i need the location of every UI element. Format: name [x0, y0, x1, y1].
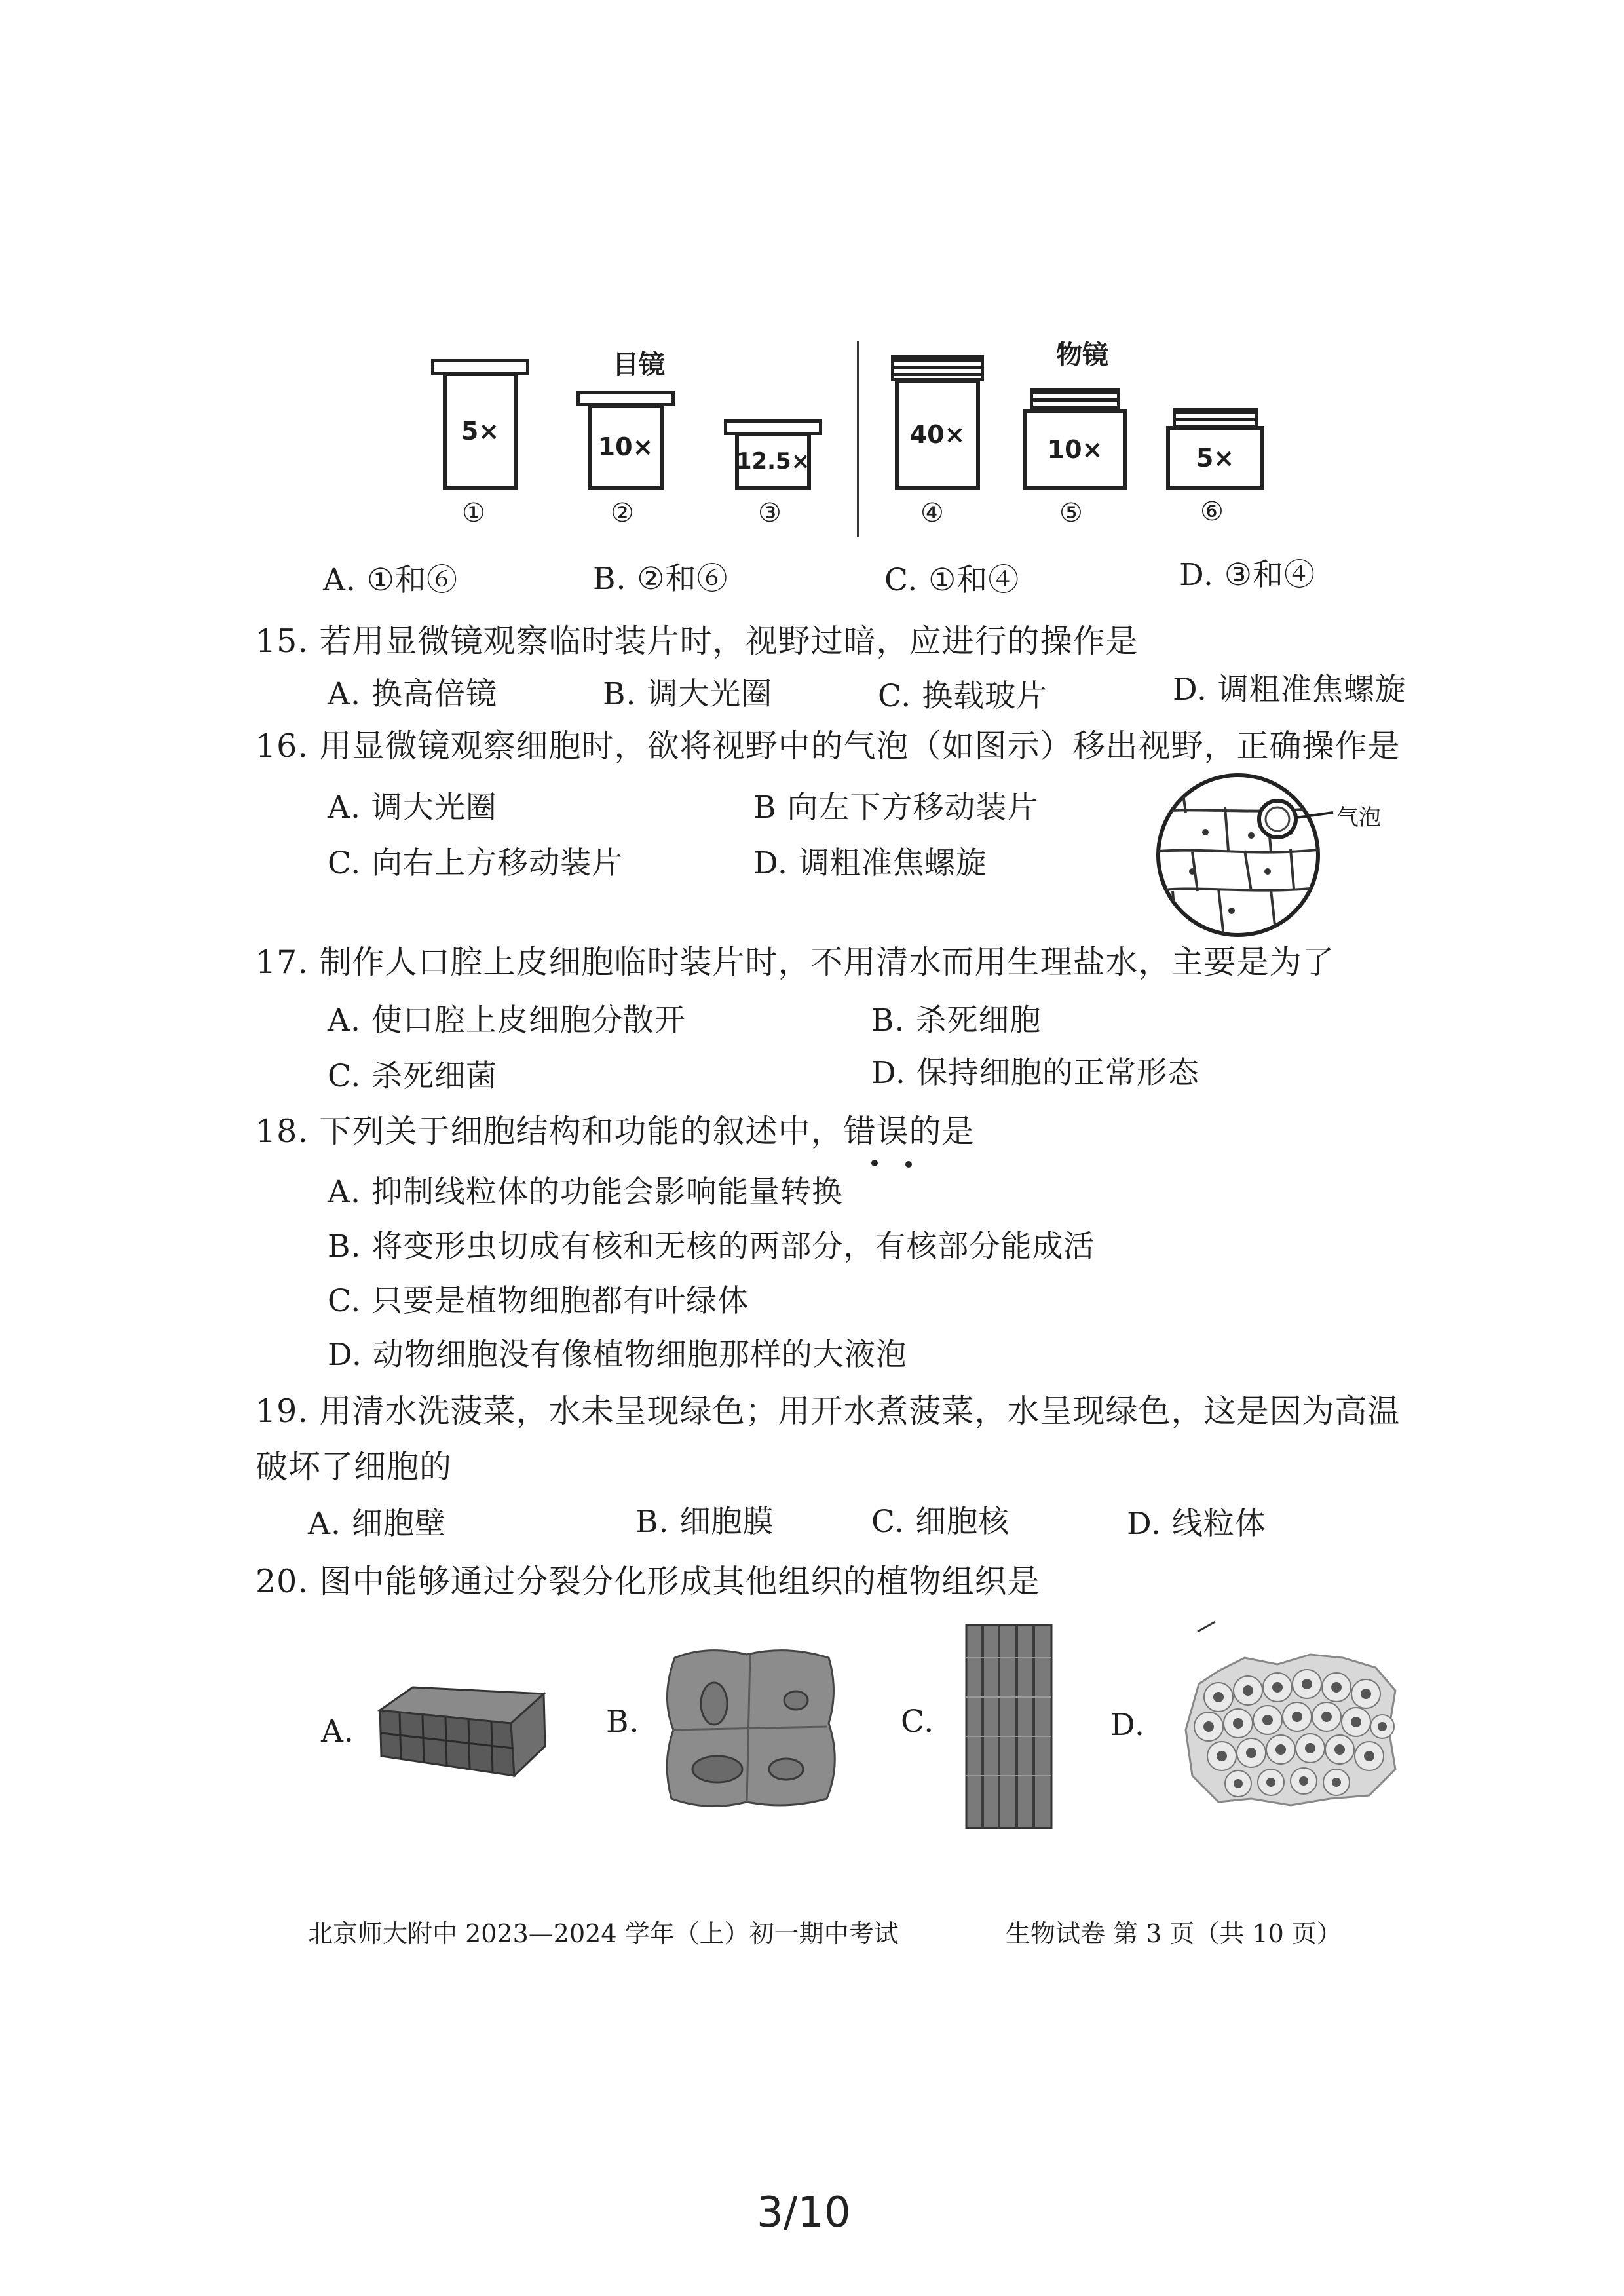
q17-option-d: D. 保持细胞的正常形态: [871, 1055, 1199, 1091]
figure-divider: [857, 341, 859, 537]
q17-option-b: B. 杀死细胞: [871, 1003, 1042, 1039]
q18-option-a: A. 抑制线粒体的功能会影响能量转换: [328, 1174, 843, 1210]
q18-option-b: B. 将变形虫切成有核和无核的两部分，有核部分能成活: [328, 1229, 1095, 1265]
microscope-field: [1158, 775, 1318, 935]
tissue-d-image: [1179, 1618, 1402, 1815]
objective-5-thread: [1030, 388, 1120, 411]
q14-option-a: A. ①和⑥: [323, 562, 458, 598]
q19-option-d: D. 线粒体: [1127, 1506, 1266, 1542]
q14-option-b: B. ②和⑥: [593, 561, 728, 597]
q15-option-a: A. 换高倍镜: [328, 676, 497, 712]
q20-stem: 20. 图中能够通过分裂分化形成其他组织的植物组织是: [255, 1563, 1040, 1600]
q20-option-d: D.: [1110, 1707, 1145, 1743]
q15-option-d: D. 调粗准焦螺旋: [1173, 672, 1407, 708]
q16-option-a: A. 调大光圈: [328, 790, 497, 826]
bubble-label: 气泡: [1336, 805, 1381, 831]
lens-num-6: ⑥: [1200, 497, 1224, 527]
q19-option-a: A. 细胞壁: [308, 1506, 446, 1542]
q16-option-c: C. 向右上方移动装片: [328, 845, 624, 881]
q18-stem: 18. 下列关于细胞结构和功能的叙述中，错误的是: [255, 1113, 975, 1150]
footer-page-info: 生物试卷 第 3 页（共 10 页）: [1006, 1919, 1342, 1948]
eyepiece-1: 5×: [443, 372, 518, 490]
q19-option-b: B. 细胞膜: [635, 1504, 774, 1540]
q19-stem-line1: 19. 用清水洗菠菜，水未呈现绿色；用开水煮菠菜，水呈现绿色，这是因为高温: [255, 1392, 1401, 1430]
eyepiece-2: 10×: [588, 404, 664, 490]
objective-4-thread: [891, 355, 984, 381]
q15-option-b: B. 调大光圈: [603, 676, 773, 712]
objective-6: 5×: [1166, 426, 1264, 490]
q18-option-c: C. 只要是植物细胞都有叶绿体: [328, 1283, 749, 1319]
q14-option-c: C. ①和④: [884, 562, 1020, 598]
lens-num-1: ①: [462, 498, 485, 528]
q19-stem-line2: 破坏了细胞的: [255, 1448, 453, 1485]
lens-num-2: ②: [611, 498, 634, 528]
footer-exam-title: 北京师大附中 2023—2024 学年（上）初一期中考试: [308, 1919, 899, 1948]
q20-option-b: B.: [606, 1704, 640, 1740]
lens-num-4: ④: [920, 498, 944, 528]
q15-option-c: C. 换载玻片: [878, 678, 1048, 714]
tissue-c-image: [956, 1618, 1061, 1835]
objective-4: 40×: [895, 379, 980, 490]
lens-num-3: ③: [758, 498, 782, 528]
q17-option-c: C. 杀死细菌: [328, 1058, 498, 1094]
q16-bubble-figure: [1153, 767, 1428, 944]
tissue-b-image: [655, 1638, 845, 1815]
q15-stem: 15. 若用显微镜观察临时装片时，视野过暗，应进行的操作是: [255, 622, 1139, 660]
eyepiece-3: 12.5×: [735, 432, 811, 490]
q16-option-d: D. 调粗准焦螺旋: [753, 845, 987, 881]
q16-option-b: B 向左下方移动装片: [753, 790, 1039, 826]
emphasis-dot: [871, 1160, 878, 1166]
q14-option-d: D. ③和④: [1179, 557, 1316, 593]
objective-5: 10×: [1023, 409, 1127, 490]
q20-option-c: C.: [901, 1704, 935, 1740]
q16-stem: 16. 用显微镜观察细胞时，欲将视野中的气泡（如图示）移出视野，正确操作是: [255, 727, 1401, 765]
q20-option-a: A.: [321, 1713, 354, 1750]
emphasis-dot: [905, 1161, 912, 1168]
objective-label: 物镜: [1056, 340, 1108, 370]
lens-num-5: ⑤: [1059, 498, 1083, 528]
q19-option-c: C. 细胞核: [871, 1504, 1010, 1540]
eyepiece-label: 目镜: [613, 350, 665, 380]
q18-option-d: D. 动物细胞没有像植物细胞那样的大液泡: [328, 1337, 907, 1373]
air-bubble: [1259, 801, 1296, 837]
q17-option-a: A. 使口腔上皮细胞分散开: [328, 1003, 686, 1039]
q17-stem: 17. 制作人口腔上皮细胞临时装片时，不用清水而用生理盐水，主要是为了: [255, 944, 1335, 981]
page-indicator: 3/10: [757, 2189, 851, 2237]
tissue-a-image: [373, 1677, 550, 1782]
